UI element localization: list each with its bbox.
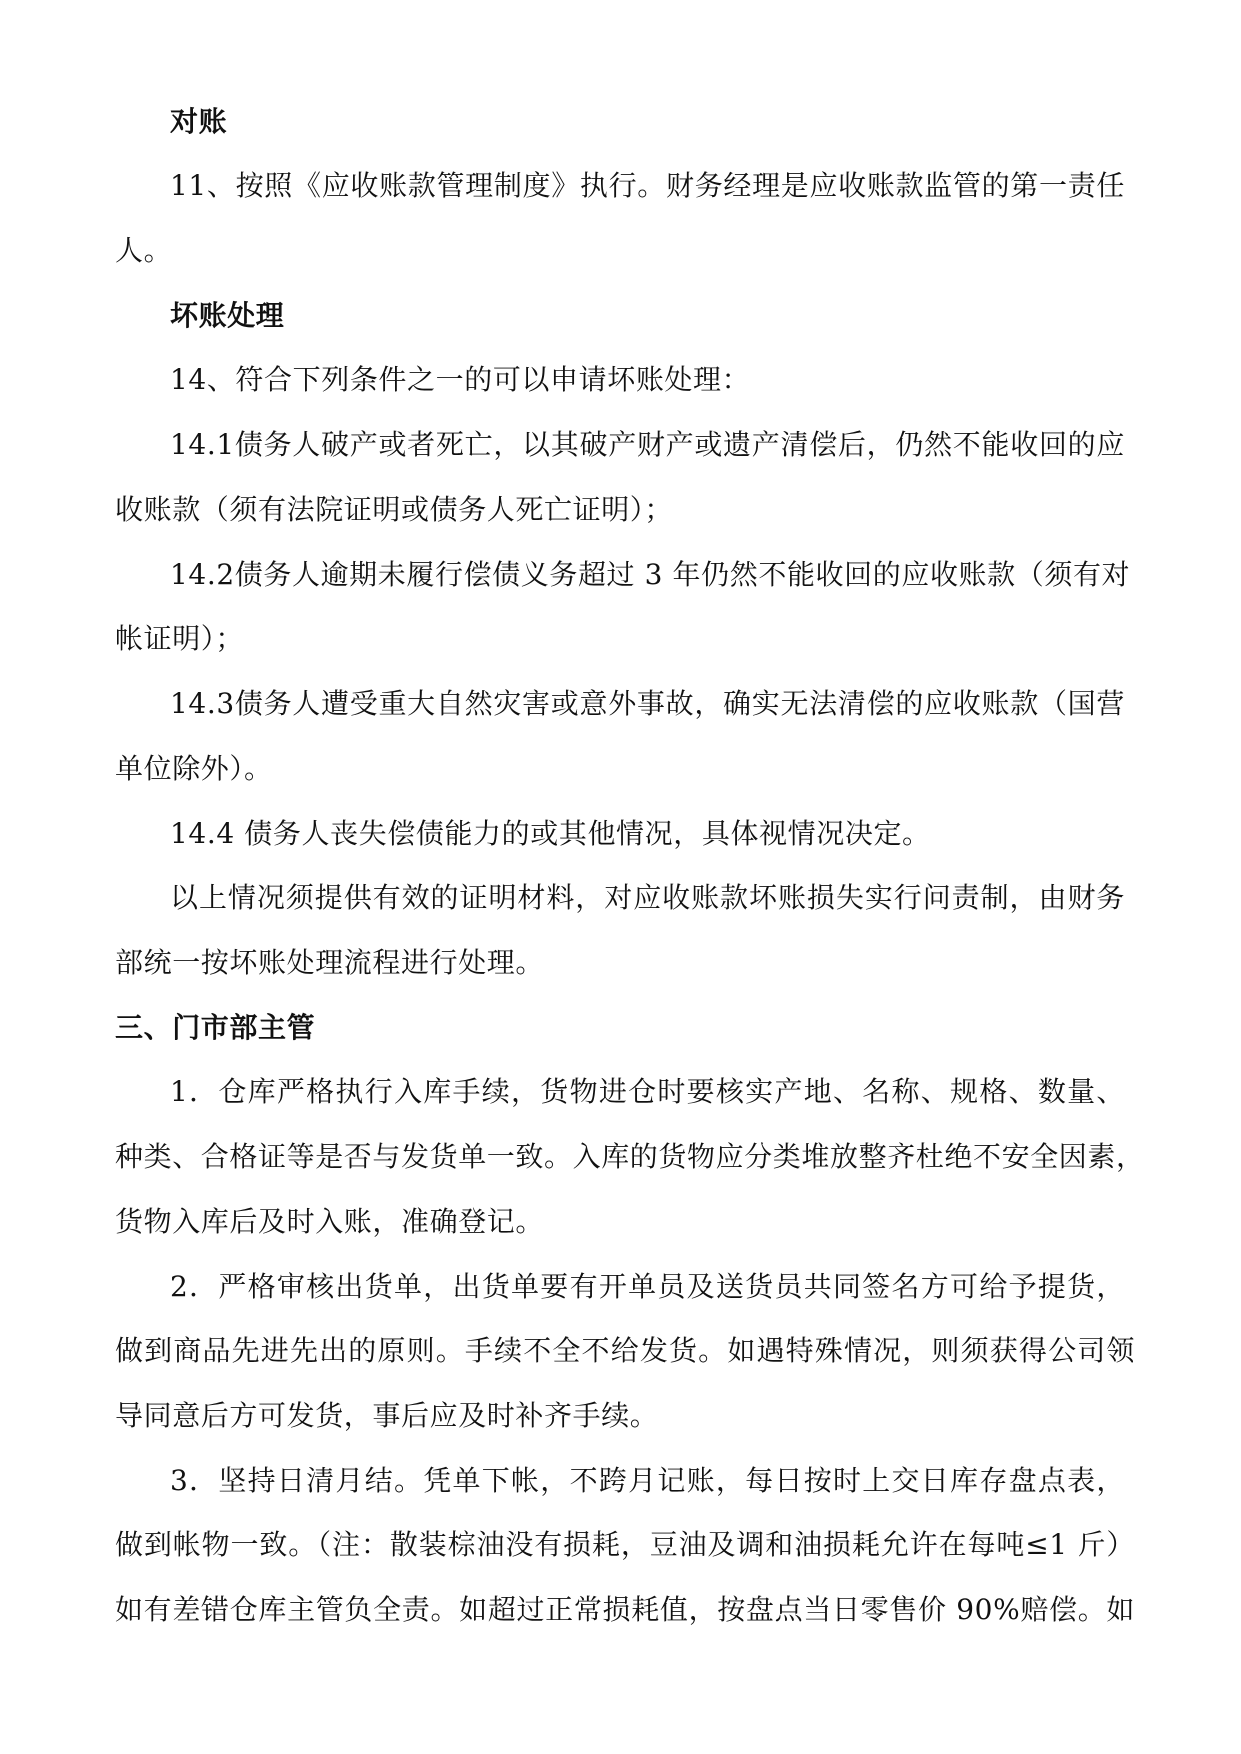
paragraph-14-2-line-1: 14.2债务人逾期未履行偿债义务超过 3 年仍然不能收回的应收账款（须有对 [170,558,1131,591]
section-heading-store-manager: 三、门市部主管 [115,1011,316,1044]
item-1-line-1: 1．仓库严格执行入库手续，货物进仓时要核实产地、名称、规格、数量、 [170,1075,1125,1108]
paragraph-14-3-line-1: 14.3债务人遭受重大自然灾害或意外事故，确实无法清偿的应收账款（国营 [170,687,1125,720]
summary-line-2: 部统一按坏账处理流程进行处理。 [115,946,545,979]
paragraph-14-1-line-1: 14.1债务人破产或者死亡，以其破产财产或遗产清偿后，仍然不能收回的应 [170,428,1125,461]
paragraph-14-4: 14.4 债务人丧失偿债能力的或其他情况，具体视情况决定。 [170,817,931,850]
summary-line-1: 以上情况须提供有效的证明材料，对应收账款坏账损失实行问责制，由财务 [170,881,1125,914]
paragraph-14-1-line-2: 收账款（须有法院证明或债务人死亡证明）； [115,493,674,526]
paragraph-14-3-line-2: 单位除外）。 [115,752,273,785]
item-2-line-3: 导同意后方可发货，事后应及时补齐手续。 [115,1399,659,1432]
item-1-line-2: 种类、合格证等是否与发货单一致。入库的货物应分类堆放整齐杜绝不安全因素， [115,1140,1145,1173]
item-2-line-1: 2．严格审核出货单，出货单要有开单员及送货员共同签名方可给予提货， [170,1270,1125,1303]
paragraph-14-2-line-2: 帐证明）； [115,622,245,655]
paragraph-11-line-1: 11、按照《应收账款管理制度》执行。财务经理是应收账款监管的第一责任 [170,169,1125,202]
section-heading-bad-debt: 坏账处理 [170,299,285,332]
item-2-line-2: 做到商品先进先出的原则。手续不全不给发货。如遇特殊情况，则须获得公司领 [115,1334,1135,1367]
section-heading-reconcile: 对账 [170,105,228,138]
item-3-line-2: 做到帐物一致。（注：散装棕油没有损耗，豆油及调和油损耗允许在每吨≤1 斤） [115,1528,1135,1561]
item-1-line-3: 货物入库后及时入账，准确登记。 [115,1205,545,1238]
paragraph-11-line-2: 人。 [115,234,173,267]
paragraph-14: 14、符合下列条件之一的可以申请坏账处理： [170,363,751,396]
item-3-line-1: 3．坚持日清月结。凭单下帐，不跨月记账，每日按时上交日库存盘点表， [170,1464,1125,1497]
item-3-line-3: 如有差错仓库主管负全责。如超过正常损耗值，按盘点当日零售价 90%赔偿。如 [115,1593,1135,1626]
